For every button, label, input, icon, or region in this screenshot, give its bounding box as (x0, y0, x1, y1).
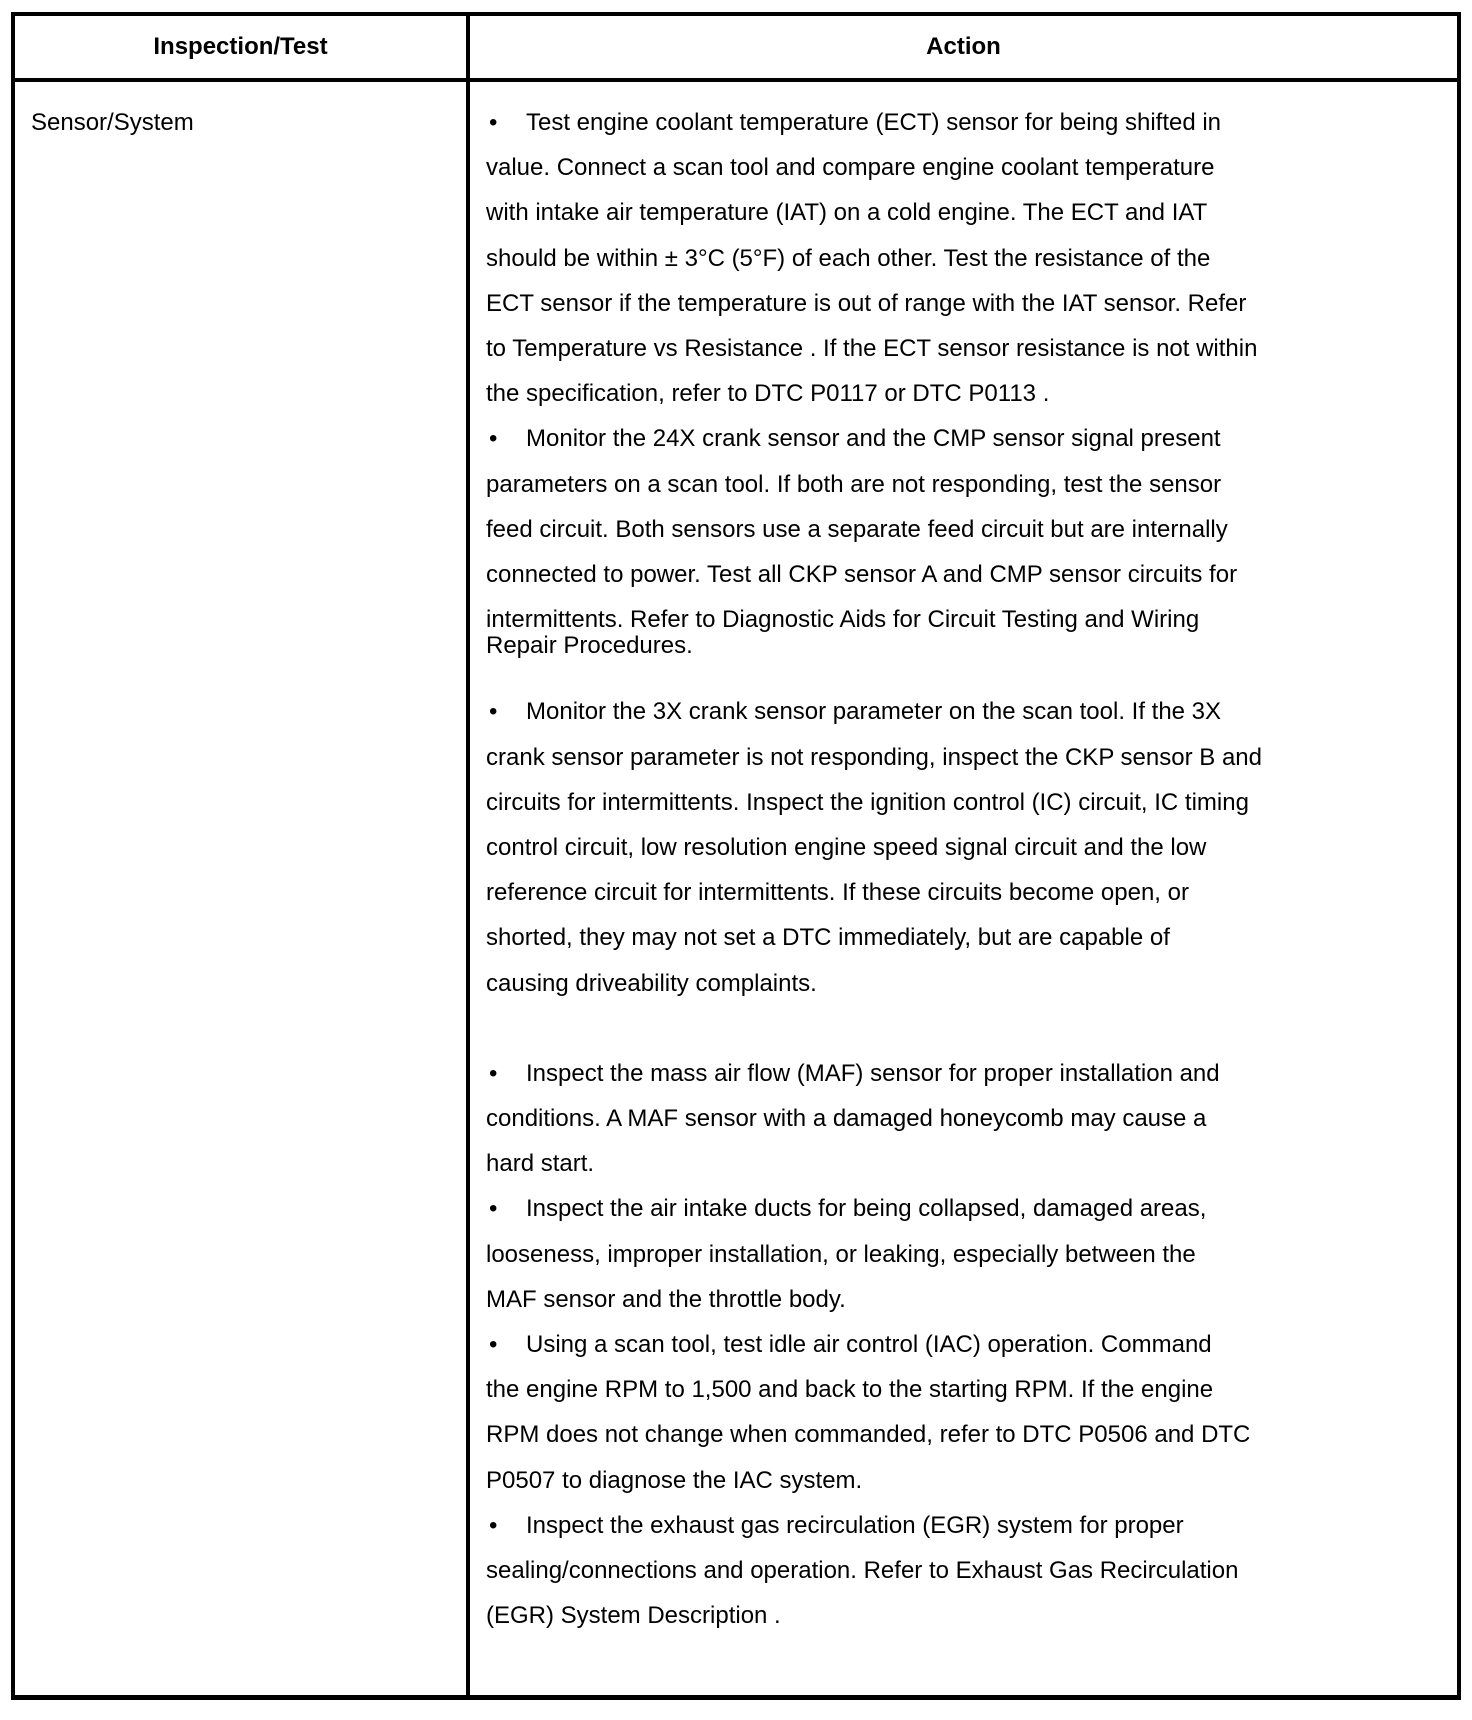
action-line: • Inspect the mass air flow (MAF) sensor for proper installation and (486, 1051, 1406, 1096)
action-line: parameters on a scan tool. If both are not responding, test the sensor (486, 470, 1222, 498)
bullet-icon: • (489, 698, 498, 726)
action-item-air-intake (486, 1186, 1406, 1322)
action-line: • Monitor the 3X crank sensor parameter on the scan tool. If the 3X (486, 689, 1406, 734)
bullet-icon: • (489, 1195, 498, 1223)
action-line: control circuit, low resolution engine speed signal circuit and the low (486, 834, 1207, 862)
action-line: hard start. (486, 1150, 595, 1178)
action-line: sealing/connections and operation. Refer to Exhaust Gas Recirculation (486, 1557, 1239, 1585)
action-line: causing driveability complaints. (486, 969, 817, 997)
bullet-icon: • (489, 425, 498, 453)
action-line: MAF sensor and the throttle body. (486, 1285, 846, 1313)
action-line: • Inspect the exhaust gas recirculation (EGR) system for proper (486, 1503, 1406, 1548)
action-line: reference circuit for intermittents. If these circuits become open, or (486, 879, 1189, 907)
action-line: looseness, improper installation, or leaking, especially between the (486, 1240, 1196, 1268)
action-item-ect (486, 100, 1406, 416)
action-line: (EGR) System Description . (486, 1602, 781, 1630)
cell-inspection-test: Sensor/System (31, 109, 194, 136)
action-line: Repair Procedures. (486, 632, 693, 660)
header-action: Action (926, 33, 1001, 60)
action-item-iac (486, 1322, 1406, 1503)
action-line: P0507 to diagnose the IAC system. (486, 1466, 863, 1494)
action-line: value. Connect a scan tool and compare engine coolant temperature (486, 154, 1215, 182)
action-line: conditions. A MAF sensor with a damaged honeycomb may cause a (486, 1105, 1207, 1133)
bullet-icon: • (489, 1059, 498, 1087)
action-item-24x-crank (486, 416, 1406, 659)
action-item-egr (486, 1503, 1406, 1639)
cell-action (486, 100, 1406, 1639)
inspection-action-table (11, 12, 1461, 1700)
action-line: circuits for intermittents. Inspect the ignition control (IC) circuit, IC timing (486, 788, 1249, 816)
action-line: crank sensor parameter is not responding, inspect the CKP sensor B and (486, 743, 1262, 771)
column-divider (466, 16, 470, 1695)
action-line: • Test engine coolant temperature (ECT) sensor for being shifted in (486, 100, 1406, 145)
bullet-icon: • (489, 109, 498, 136)
bullet-icon: • (489, 1511, 498, 1539)
table-header-row (15, 16, 1457, 82)
action-line: the engine RPM to 1,500 and back to the starting RPM. If the engine (486, 1376, 1214, 1404)
action-line: • Monitor the 24X crank sensor and the CMP sensor signal present (486, 416, 1406, 461)
action-item-maf (486, 1051, 1406, 1187)
header-inspection-test: Inspection/Test (153, 33, 328, 60)
action-line: to Temperature vs Resistance . If the ECT sensor resistance is not within (486, 335, 1258, 363)
action-line: connected to power. Test all CKP sensor A and CMP sensor circuits for (486, 561, 1238, 589)
action-line: should be within ± 3°C (5°F) of each other. Test the resistance of the (486, 244, 1211, 272)
action-line: with intake air temperature (IAT) on a cold engine. The ECT and IAT (486, 199, 1208, 227)
action-item-3x-crank (486, 689, 1406, 1005)
action-line: feed circuit. Both sensors use a separate feed circuit but are internally (486, 515, 1228, 543)
action-line: • Inspect the air intake ducts for being collapsed, damaged areas, (486, 1186, 1406, 1231)
action-line: the specification, refer to DTC P0117 or DTC P0113 . (486, 380, 1050, 408)
action-line: shorted, they may not set a DTC immediately, but are capable of (486, 924, 1170, 952)
action-line: • Using a scan tool, test idle air control (IAC) operation. Command (486, 1322, 1406, 1367)
action-line: ECT sensor if the temperature is out of range with the IAT sensor. Refer (486, 289, 1247, 317)
action-line: RPM does not change when commanded, refer to DTC P0506 and DTC (486, 1421, 1251, 1449)
action-line: intermittents. Refer to Diagnostic Aids for Circuit Testing and Wiring (486, 606, 1200, 634)
bullet-icon: • (489, 1331, 498, 1359)
